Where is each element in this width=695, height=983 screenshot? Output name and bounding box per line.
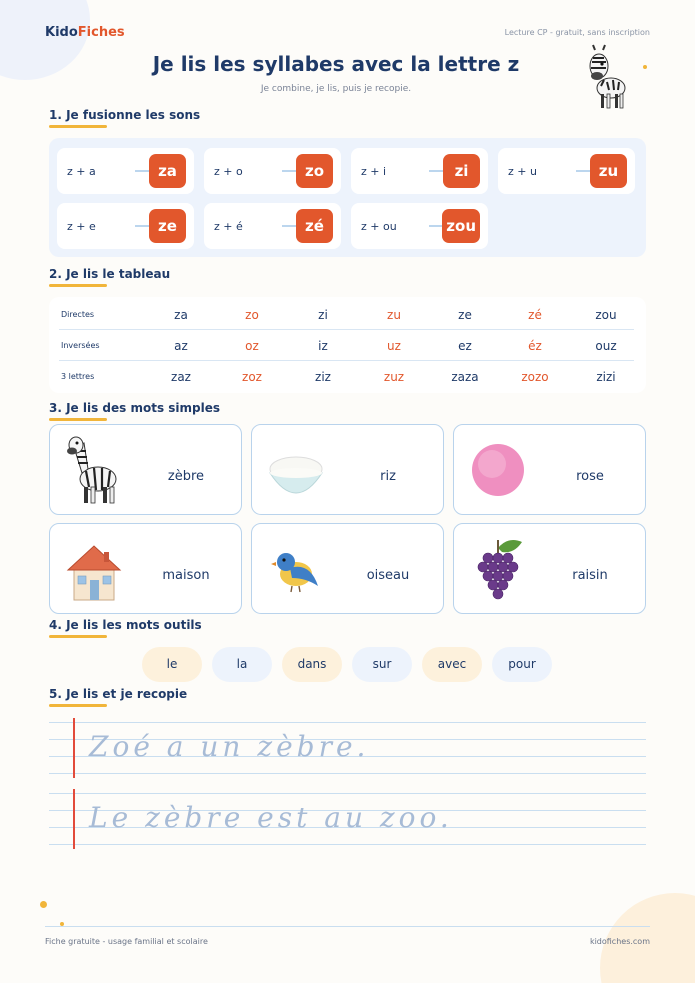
- brand-logo: KidoFiches: [45, 25, 125, 40]
- word-label: zèbre: [167, 469, 205, 484]
- tool-word-pill: avec: [422, 647, 482, 682]
- table-cell: zizi: [596, 370, 616, 384]
- zebra-icon: [585, 44, 633, 112]
- word-card: [453, 523, 646, 614]
- page-title: Je lis les syllabes avec la lettre z: [152, 52, 520, 76]
- word-label: riz: [380, 469, 396, 484]
- table-cell: oz: [245, 339, 259, 353]
- word-card: [49, 424, 242, 515]
- footer-site-link[interactable]: kidofiches.com: [589, 937, 650, 946]
- table-cell: zo: [245, 308, 259, 322]
- fusion-panel: [49, 138, 646, 257]
- fusion-equation: z + ou: [361, 220, 397, 233]
- table-cell: éz: [528, 339, 542, 353]
- table-cell: zaza: [451, 370, 479, 384]
- tagline: Lecture CP - gratuit, sans inscription: [504, 28, 650, 37]
- row-label: 3 lettres: [61, 372, 95, 381]
- table-cell: ziz: [315, 370, 331, 384]
- word-label: rose: [576, 469, 604, 484]
- red-margin-line: [73, 789, 75, 849]
- table-cell: za: [174, 308, 188, 322]
- word-label: oiseau: [366, 568, 410, 583]
- word-card: [453, 424, 646, 515]
- section-heading-tool-words: 4. Je lis les mots outils: [49, 618, 202, 632]
- word-card: [49, 523, 242, 614]
- syllable-table: [49, 297, 646, 393]
- model-sentence: Le zèbre est au zoo.: [89, 801, 453, 834]
- table-cell: ez: [458, 339, 472, 353]
- fusion-card: [351, 148, 488, 194]
- pink-circle-icon: [468, 433, 528, 507]
- table-cell: zuz: [383, 370, 405, 384]
- footer-divider: [45, 926, 650, 927]
- word-label: maison: [162, 568, 210, 583]
- tool-word-pill: la: [212, 647, 272, 682]
- table-row: [59, 361, 634, 392]
- tool-word-pill: le: [142, 647, 202, 682]
- fusion-card: [351, 203, 488, 249]
- decor-dot: [40, 901, 47, 908]
- fusion-result: za: [149, 154, 186, 188]
- table-cell: ouz: [595, 339, 617, 353]
- footer-note: Fiche gratuite - usage familial et scolaire: [45, 937, 208, 946]
- table-cell: iz: [318, 339, 328, 353]
- bird-icon: [266, 532, 326, 606]
- house-icon: [64, 532, 124, 606]
- fusion-equation: z + e: [67, 220, 96, 233]
- row-label: Inversées: [61, 341, 100, 350]
- fusion-equation: z + i: [361, 165, 387, 178]
- table-cell: zou: [595, 308, 617, 322]
- fusion-equation: z + a: [67, 165, 96, 178]
- tool-word-pill: pour: [492, 647, 552, 682]
- section-heading-fusion: 1. Je fusionne les sons: [49, 108, 201, 122]
- word-card: [251, 523, 444, 614]
- model-sentence: Zoé a un zèbre.: [89, 730, 370, 763]
- copy-line: [49, 722, 646, 775]
- row-label: Directes: [61, 310, 95, 319]
- page-subtitle: Je combine, je lis, puis je recopie.: [260, 84, 412, 94]
- fusion-result: ze: [149, 209, 186, 243]
- table-row: [59, 330, 634, 361]
- tool-word-pill: dans: [282, 647, 342, 682]
- fusion-equation: z + é: [214, 220, 243, 233]
- table-cell: zaz: [171, 370, 191, 384]
- grapes-icon: [468, 532, 528, 606]
- fusion-card: [204, 148, 341, 194]
- zebra-icon: [64, 433, 124, 507]
- fusion-equation: z + o: [214, 165, 243, 178]
- fusion-result: zu: [590, 154, 627, 188]
- word-label: raisin: [572, 568, 608, 583]
- section-heading-table: 2. Je lis le tableau: [49, 267, 171, 281]
- fusion-card: [57, 148, 194, 194]
- table-row: [59, 299, 634, 330]
- fusion-result: zou: [442, 209, 480, 243]
- fusion-result: zi: [443, 154, 480, 188]
- table-cell: uz: [387, 339, 401, 353]
- section-heading-words: 3. Je lis des mots simples: [49, 401, 221, 415]
- table-cell: zoz: [242, 370, 262, 384]
- rice-bowl-icon: [266, 433, 326, 507]
- fusion-result: zé: [296, 209, 333, 243]
- fusion-card: [57, 203, 194, 249]
- section-heading-copy: 5. Je lis et je recopie: [49, 687, 188, 701]
- fusion-equation: z + u: [508, 165, 537, 178]
- word-card: [251, 424, 444, 515]
- fusion-card: [204, 203, 341, 249]
- fusion-result: zo: [296, 154, 333, 188]
- table-cell: zé: [528, 308, 542, 322]
- tool-word-pill: sur: [352, 647, 412, 682]
- table-cell: zu: [387, 308, 401, 322]
- table-cell: ze: [458, 308, 472, 322]
- table-cell: az: [174, 339, 188, 353]
- red-margin-line: [73, 718, 75, 778]
- table-cell: zi: [318, 308, 328, 322]
- fusion-card: [498, 148, 635, 194]
- table-cell: zozo: [521, 370, 549, 384]
- copy-line: [49, 793, 646, 846]
